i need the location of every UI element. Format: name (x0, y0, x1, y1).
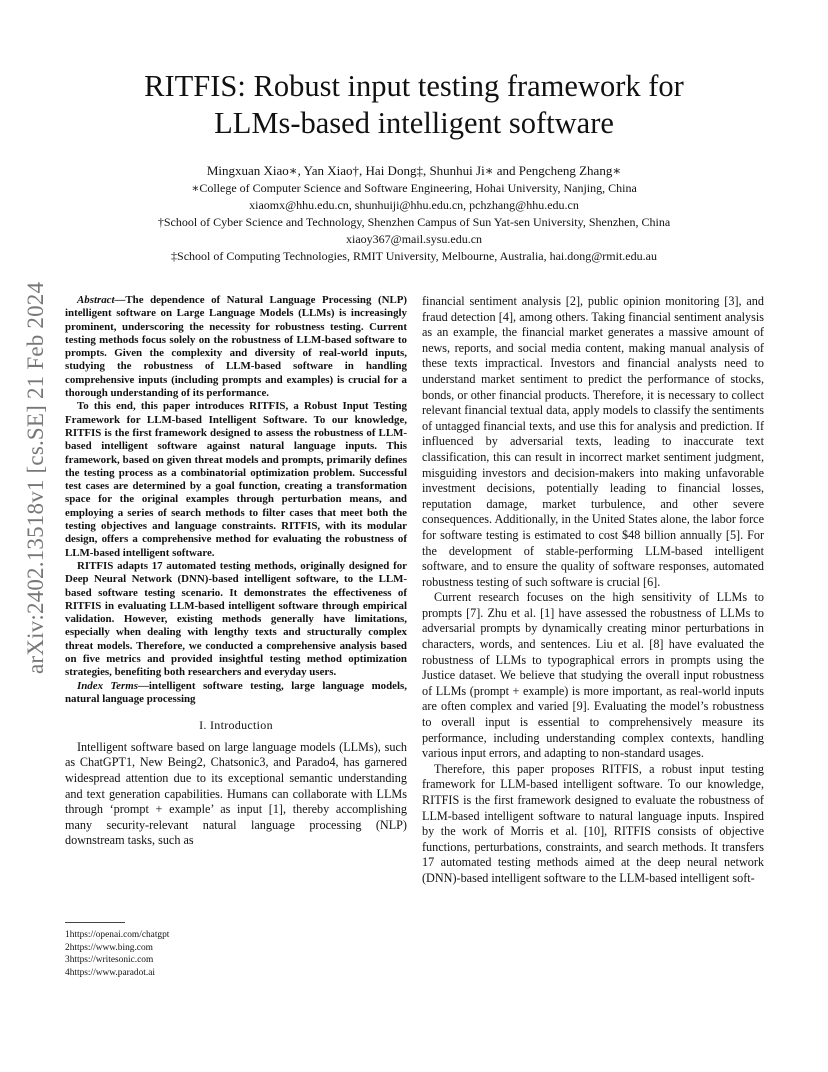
affiliation-3: ‡School of Computing Technologies, RMIT University, Melbourne, Australia, hai.dong@rmit.edu.au (171, 249, 657, 263)
affiliation-1: ∗College of Computer Science and Software Engineering, Hohai University, Nanjing, China (191, 181, 637, 195)
footnote-3[interactable]: 3https://writesonic.com (65, 955, 154, 965)
affiliation-2: †School of Cyber Science and Technology, Shenzhen Campus of Sun Yat-sen University, Shenzhen, China (157, 215, 671, 229)
footnote-rule (65, 922, 125, 923)
section-heading: I. Introduction (199, 718, 273, 733)
left-column (65, 294, 407, 849)
index-terms-text: —intelligent software testing, large language models, natural language processing (65, 679, 407, 705)
right-paragraph-2: Current research focuses on the high sensitivity of LLMs to prompts [7]. Zhu et al. [1] have assessed the robustness of LLMs to adversarial prompts by dynamically creating minor perturbations in characters, words, and sentences. Liu et al. [8] have evaluated the robustness of LLMs to typographical errors in prompts using the Justice dataset. We believe that studying the overall input robustness of LLMs (prompt + example) is more important, as real-world inputs are often complex and varied [9]. Evaluating the model’s robustness to overall input is essential to comprehensively measure its performance, including understanding complex contexts, handling various input errors, and adapting to non-standard usages. (422, 590, 764, 761)
title-line-2: LLMs-based intelligent software (214, 106, 614, 140)
index-terms-label: Index Terms (77, 679, 138, 692)
right-paragraph-1: financial sentiment analysis [2], public opinion monitoring [3], and fraud detection [4], among others. Taking financial sentiment analysis as an example, the financial market generates a massive amount of news, reports, and social media content, making manual analysis of these texts impractical. Investors and financial analysts need to understand market sentiment to predict the performance of stocks, bonds, or other financial products. Therefore, it is necessary to collect relevant financial textual data, apply models to classify the sentiments of untagged financial texts, and use this for analysis and prediction. If influenced by adversarial texts, leading to inaccurate text classification, this can result in incorrect market sentiment judgment, misguiding investors and decision-makers into making unfavorable investment decisions, potentially leading to financial losses, reputation damage, market turbulence, and other severe consequences. Additionally, in the United States alone, the labor force for software testing is estimated to cost $48 billion annually [5]. For the development of stable-performing LLM-based intelligent software, and to ensure the quality of software responses, automated robustness testing of such software is crucial [6]. (422, 294, 764, 589)
footnote-2[interactable]: 2https://www.bing.com (65, 942, 153, 953)
abstract-label: Abstract (77, 294, 115, 306)
author-list: Mingxuan Xiao∗, Yan Xiao†, Hai Dong‡, Shunhui Ji∗ and Pengcheng Zhang∗ (206, 163, 622, 178)
abstract-text-1: —The dependence of Natural Language Processing (NLP) intelligent software on Large Language Models (LLMs) is increasingly prominent, underscoring the necessity for robustness testing. Current testing methods focus solely on the robustness of LLM-based software to prompts. Given the complexity and diversity of real-world inputs, studying the robustness of LLM-based software in handling comprehensive inputs (including prompts and examples) is crucial for a thorough understanding of its performance. (65, 294, 407, 400)
right-column (422, 294, 764, 887)
affiliation-2-email: xiaoy367@mail.sysu.edu.cn (345, 232, 483, 246)
footnote-4[interactable]: 4https://www.paradot.ai (65, 967, 155, 978)
paper-title (60, 68, 768, 142)
right-paragraph-3: Therefore, this paper proposes RITFIS, a robust input testing framework for LLM-based intelligent software. To our knowledge, RITFIS is the first framework designed to evaluate the robustness of LLM-based intelligent software to natural language inputs. Inspired by the work of Morris et al. [10], RITFIS consists of objective functions, perturbations, constraints, and search methods. It transfers 17 automated testing methods aimed at the deep neural network (DNN)-based intelligent software to the LLM-based intelligent soft- (422, 761, 764, 885)
footnotes (65, 922, 407, 979)
title-line-1: RITFIS: Robust input testing framework for (144, 69, 684, 103)
abstract-paragraph-3: RITFIS adapts 17 automated testing methods, originally designed for Deep Neural Network (DNN)-based intelligent software, to the LLM-based software testing scenario. It demonstrates the effectiveness of RITFIS in evaluating LLM-based intelligent software through empirical validation. However, existing methods generally have limitations, especially when dealing with lengthy texts and structurally complex threat models. Therefore, we conducted a comprehensive analysis based on five metrics and provided insightful testing method optimization strategies, benefiting both researchers and everyday users. (65, 559, 407, 679)
arxiv-stamp-text: arXiv:2402.13518v1 [cs.SE] 21 Feb 2024 (23, 281, 48, 674)
index-terms (65, 680, 407, 707)
abstract-paragraph-1 (65, 294, 407, 400)
footnote-1[interactable]: 1https://openai.com/chatgpt (65, 930, 170, 940)
intro-paragraph-1: Intelligent software based on large language models (LLMs), such as ChatGPT1, New Being2, Chatsonic3, and Parado4, has garnered widespread attention due to its exceptional semantic understanding and text generation capabilities. Humans can collaborate with LLMs through ‘prompt + example’ as input [1], thereby accomplishing many security-relevant natural language processing (NLP) downstream tasks, such as (65, 739, 407, 848)
abstract-paragraph-2: To this end, this paper introduces RITFIS, a Robust Input Testing Framework for LLM-based Intelligent Software. To our knowledge, RITFIS is the first framework designed to assess the robustness of LLM-based intelligent software against natural language inputs. This framework, based on given threat models and prompts, primarily defines the testing process as a combinatorial optimization problem. Successful test cases are determined by a goal function, creating a transformation space for the original examples through perturbation means, and employing a series of search methods to filter cases that meet both the testing objectives and language constraints. RITFIS, with its modular design, offers a comprehensive method for evaluating the robustness of LLM-based intelligent software. (65, 400, 407, 559)
affiliation-1-emails: xiaomx@hhu.edu.cn, shunhuiji@hhu.edu.cn, pchzhang@hhu.edu.cn (249, 198, 579, 212)
